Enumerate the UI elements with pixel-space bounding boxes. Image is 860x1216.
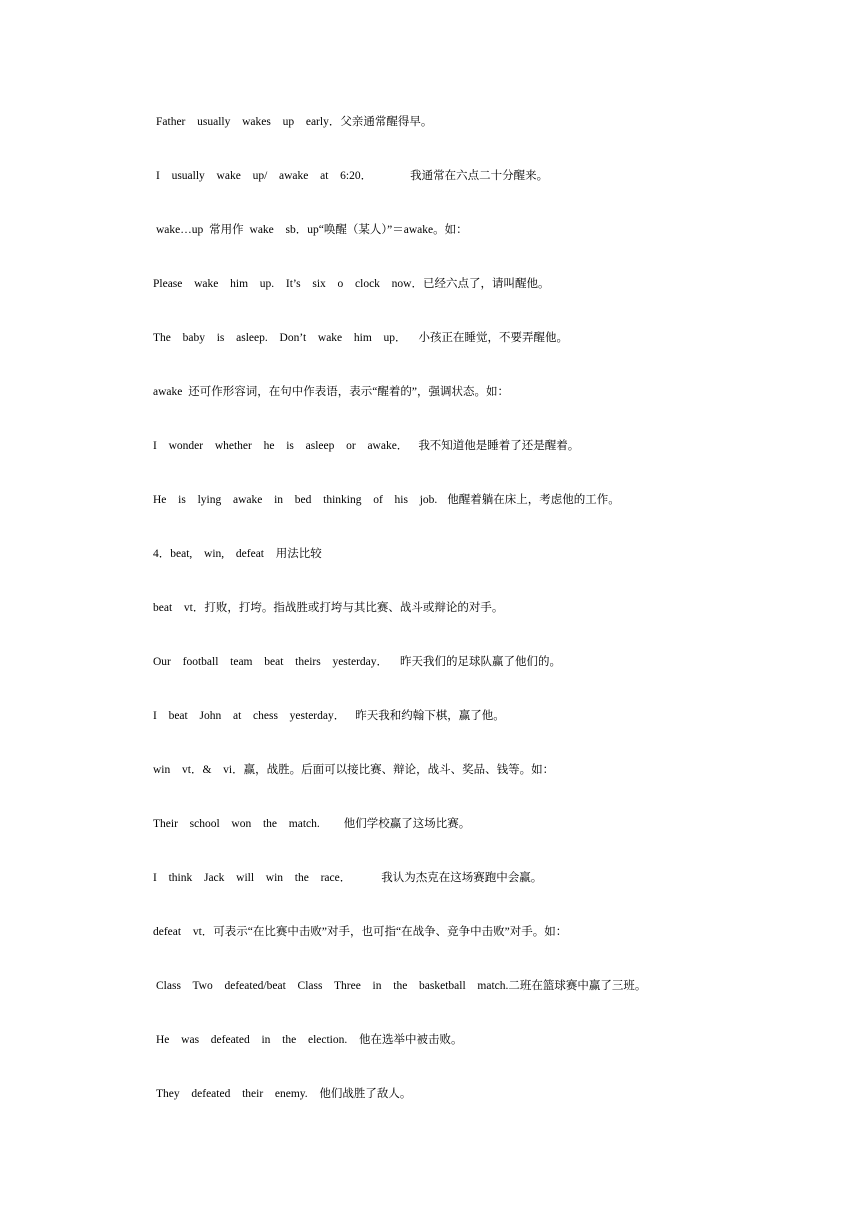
text-line-12: I beat John at chess yesterday． 昨天我和约翰下棋，赢了他。	[153, 710, 505, 722]
text-line-4: Please wake him up. It’s six o clock now．已经六点了，请叫醒他。	[153, 278, 550, 290]
text-line-13: win vt．& vi．赢，战胜。后面可以接比赛、辩论，战斗、奖品、钱等。如：	[153, 764, 555, 776]
text-line-8: He is lying awake in bed thinking of his job. 他醒着躺在床上，考虑他的工作。	[153, 494, 620, 506]
text-line-1: Father usually wakes up early．父亲通常醒得早。	[156, 116, 433, 128]
text-line-17: Class Two defeated/beat Class Three in the basketball match.二班在篮球赛中赢了三班。	[156, 980, 647, 992]
text-line-19: They defeated their enemy. 他们战胜了敌人。	[156, 1088, 412, 1100]
text-line-2: I usually wake up/ awake at 6:20． 我通常在六点二十分醒来。	[156, 170, 549, 182]
text-line-10: beat vt．打败，打垮。指战胜或打垮与其比赛、战斗或辩论的对手。	[153, 602, 504, 614]
text-line-14: Their school won the match. 他们学校赢了这场比赛。	[153, 818, 471, 830]
text-line-18: He was defeated in the election. 他在选举中被击败。	[156, 1034, 463, 1046]
text-line-7: I wonder whether he is asleep or awake． 我不知道他是睡着了还是醒着。	[153, 440, 580, 452]
text-line-16: defeat vt．可表示“在比赛中击败”对手，也可指“在战争、竞争中击败”对手。如：	[153, 926, 568, 938]
text-line-6: awake 还可作形容词，在句中作表语，表示“醒着的”，强调状态。如：	[153, 386, 509, 398]
text-line-3: wake…up 常用作 wake sb．up“唤醒（某人）”＝awake。如：	[156, 224, 468, 236]
text-line-9: 4．beat, win, defeat 用法比较	[153, 548, 322, 560]
text-line-5: The baby is asleep. Don’t wake him up． 小孩正在睡觉，不要弄醒他。	[153, 332, 569, 344]
text-line-15: I think Jack will win the race． 我认为杰克在这场赛跑中会赢。	[153, 872, 543, 884]
text-line-11: Our football team beat theirs yesterday． 昨天我们的足球队赢了他们的。	[153, 656, 562, 668]
